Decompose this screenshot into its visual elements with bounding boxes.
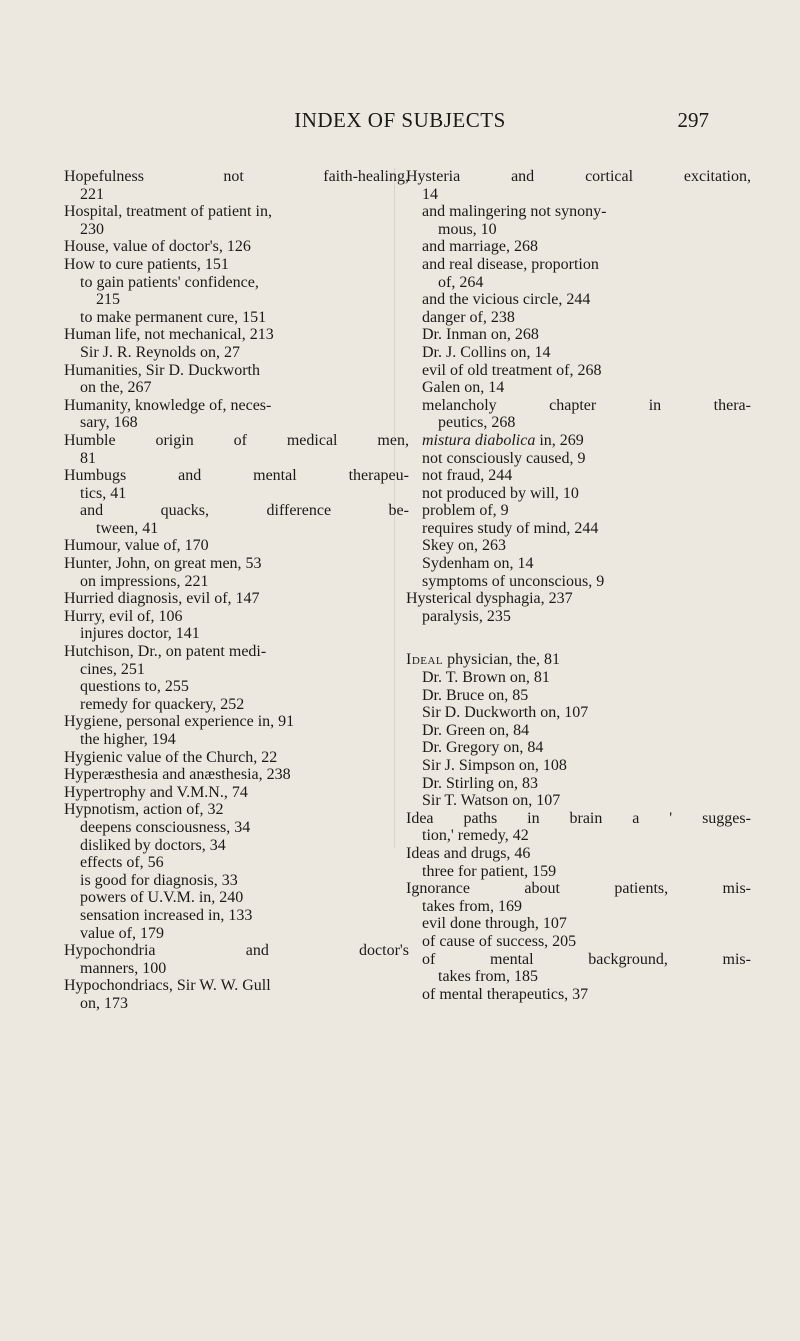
index-entry [64,608,409,626]
index-subentry [406,608,751,626]
index-subentry [64,309,409,327]
index-entry [64,362,409,397]
entry-line: Human life, not mechanical, 213 [64,326,274,344]
entry-line: How to cure patients, 151 [64,255,229,273]
entry-line: Sir J. R. Reynolds on, 27 [80,343,241,361]
entry-continuation-line: sary, 168 [80,414,138,432]
index-subentry [406,203,751,238]
index-entry [406,810,751,845]
index-subentry [406,739,751,757]
index-subentry [406,291,751,309]
entry-line: questions to, 255 [80,678,189,696]
entry-line: Humanity, knowledge of, neces- [64,396,272,414]
index-subentry [406,432,751,450]
entry-line: Skey on, 263 [422,537,506,555]
entry-line: effects of, 56 [80,854,164,872]
index-subentry [64,573,409,591]
entry-line: and real disease, proportion [422,255,599,273]
index-subentry [406,537,751,555]
index-entry [64,537,409,555]
index-entry [64,643,409,678]
index-entry [406,845,751,863]
entry-line: Ideas and drugs, 46 [406,844,531,862]
entry-line: value of, 179 [80,924,164,942]
entry-continuation-line: on, 173 [80,994,128,1012]
entry-line: Dr. Stirling on, 83 [422,774,539,792]
index-subentry [64,344,409,362]
index-entry [64,238,409,256]
index-subentry [64,872,409,890]
index-subentry [406,485,751,503]
index-column-right [406,168,751,1003]
entry-line: the higher, 194 [80,731,176,748]
index-entry [64,555,409,573]
index-subentry [64,502,409,537]
index-entry [406,880,751,915]
index-subentry [406,379,751,397]
entry-line: Hutchison, Dr., on patent medi- [64,643,267,661]
entry-line: Dr. T. Brown on, 81 [422,669,550,687]
index-subentry [406,256,751,291]
index-subentry [406,362,751,380]
entry-line: disliked by doctors, 34 [80,836,226,854]
entry-line: evil of old treatment of, 268 [422,361,602,379]
entry-line: Hypochondria and doctor's [64,942,409,960]
entry-line: not fraud, 244 [422,467,513,485]
index-subentry [64,678,409,696]
index-subentry [406,502,751,520]
entry-line: mistura diabolica in, 269 [422,431,584,449]
index-subentry [406,326,751,344]
entry-continuation-line: on the, 267 [80,379,152,397]
entry-line: requires study of mind, 244 [422,519,599,537]
entry-continuation-line: 81 [80,449,96,467]
entry-continuation-line: tion,' remedy, 42 [422,827,529,845]
running-title: INDEX OF SUBJECTS [294,108,506,132]
index-subentry [64,837,409,855]
entry-line: Humour, value of, 170 [64,537,209,555]
entry-line: Humbugs and mental therapeu- [64,467,409,485]
entry-line: Hopefulness not faith-healing, [64,168,409,185]
index-subentry [64,625,409,643]
entry-line: Hysteria and cortical excitation, [406,168,751,185]
index-subentry [406,669,751,687]
entry-continuation-line: 221 [80,185,104,203]
entry-line: Sir T. Watson on, 107 [422,792,561,810]
index-subentry [406,933,751,951]
entry-continuation-line: 14 [422,185,438,203]
index-entry [406,168,751,203]
index-subentry [64,889,409,907]
index-subentry [406,344,751,362]
index-entry [64,784,409,802]
entry-line: Ideal physician, the, 81 [406,651,561,669]
index-entry [64,749,409,767]
entry-line: of cause of success, 205 [422,932,577,950]
index-subentry [64,854,409,872]
entry-line: Hurry, evil of, 106 [64,607,183,625]
index-subentry [406,951,751,986]
page-number: 297 [677,108,709,132]
entry-line: paralysis, 235 [422,607,511,625]
entry-line: to make permanent cure, 151 [80,308,267,326]
index-subentry [406,573,751,591]
index-entry [64,432,409,467]
index-section-h [406,168,751,625]
entry-line: danger of, 238 [422,308,515,326]
index-subentry [64,907,409,925]
entry-continuation-line: cines, 251 [80,660,145,678]
entry-continuation-line: peutics, 268 [438,414,516,432]
index-subentry [64,696,409,714]
entry-line: deepens consciousness, 34 [80,818,251,836]
index-subentry [406,467,751,485]
index-entry [64,977,409,1012]
index-subentry [406,555,751,573]
entry-line: symptoms of unconscious, 9 [422,572,605,590]
entry-continuation-line: takes from, 185 [438,968,538,986]
entry-line: Dr. Gregory on, 84 [422,739,544,757]
index-subentry [406,775,751,793]
index-entry [64,256,409,274]
entry-continuation-line: tween, 41 [96,519,159,537]
entry-line: of mental background, mis- [422,950,751,968]
entry-continuation-line: of, 264 [438,273,484,291]
index-subentry [406,792,751,810]
index-subentry [406,238,751,256]
index-entry [406,590,751,608]
entry-line: Idea paths in brain a ' sugges- [406,809,751,827]
entry-line: Hygienic value of the Church, 22 [64,748,278,766]
index-subentry [406,687,751,705]
index-subentry [406,450,751,468]
page-header [0,108,800,138]
index-entry [64,397,409,432]
index-section-i [406,651,751,1003]
entry-line: to gain patients' confidence, [80,273,259,291]
index-entry [64,590,409,608]
index-entry [64,713,409,731]
index-entry [64,766,409,784]
entry-line: and quacks, difference be- [80,502,409,520]
index-subentry [406,757,751,775]
entry-line: Hypnotism, action of, 32 [64,801,224,819]
entry-continuation-line: takes from, 169 [422,897,522,915]
index-entry [64,801,409,819]
entry-continuation-line: 215 [96,291,120,309]
entry-line: Dr. Green on, 84 [422,721,530,739]
entry-line: three for patient, 159 [422,862,557,880]
entry-line: Sir J. Simpson on, 108 [422,757,567,774]
index-entry [406,651,751,669]
entry-line: Ignorance about patients, mis- [406,880,751,898]
entry-line: and marriage, 268 [422,238,538,256]
index-subentry [406,309,751,327]
entry-line: and the vicious circle, 244 [422,291,591,309]
index-subentry [64,819,409,837]
index-entry [64,326,409,344]
entry-line: injures doctor, 141 [80,625,200,643]
index-subentry [64,925,409,943]
entry-line: Dr. J. Collins on, 14 [422,343,551,361]
entry-line: Hygiene, personal experience in, 91 [64,713,295,731]
entry-line: Hypertrophy and V.M.N., 74 [64,783,248,801]
entry-line: Hunter, John, on great men, 53 [64,555,262,573]
index-subentry [64,731,409,749]
index-entry [64,942,409,977]
index-subentry [406,915,751,933]
entry-line: remedy for quackery, 252 [80,695,245,713]
entry-line: and malingering not synony- [422,203,607,221]
entry-line: melancholy chapter in thera- [422,396,751,414]
entry-line: Galen on, 14 [422,379,505,397]
entry-line: Humanities, Sir D. Duckworth [64,361,260,379]
entry-line: Sydenham on, 14 [422,555,534,573]
entry-line: Hyperæsthesia and anæsthesia, 238 [64,766,291,784]
entry-line: Hypochondriacs, Sir W. W. Gull [64,977,271,995]
entry-line: not consciously caused, 9 [422,449,586,467]
entry-line: Dr. Inman on, 268 [422,326,539,344]
entry-line: Hospital, treatment of patient in, [64,203,272,221]
entry-continuation-line: 230 [80,220,104,238]
entry-line: not produced by will, 10 [422,484,579,502]
section-gap [406,625,751,651]
entry-line: powers of U.V.M. in, 240 [80,889,244,907]
entry-line: Hysterical dysphagia, 237 [406,590,573,608]
index-subentry [406,397,751,432]
index-entry [64,203,409,238]
entry-continuation-line: tics, 41 [80,484,127,502]
entry-line: Dr. Bruce on, 85 [422,686,529,704]
index-subentry [406,520,751,538]
entry-line: Humble origin of medical men, [64,431,409,449]
entry-line: of mental therapeutics, 37 [422,985,589,1003]
entry-line: is good for diagnosis, 33 [80,871,238,889]
index-subentry [406,722,751,740]
index-subentry [64,274,409,309]
index-entry [64,467,409,502]
entry-continuation-line: mous, 10 [438,220,497,238]
entry-line: evil done through, 107 [422,915,567,933]
entry-line: Hurried diagnosis, evil of, 147 [64,590,260,608]
index-subentry [406,863,751,881]
entry-line: on impressions, 221 [80,572,209,590]
index-subentry [406,986,751,1004]
entry-line: Sir D. Duckworth on, 107 [422,704,589,722]
index-entry [64,168,409,203]
entry-line: House, value of doctor's, 126 [64,238,251,256]
index-subentry [406,704,751,722]
entry-line: problem of, 9 [422,502,509,520]
entry-line: sensation increased in, 133 [80,906,253,924]
entry-continuation-line: manners, 100 [80,959,167,977]
index-column-left [64,168,409,1013]
